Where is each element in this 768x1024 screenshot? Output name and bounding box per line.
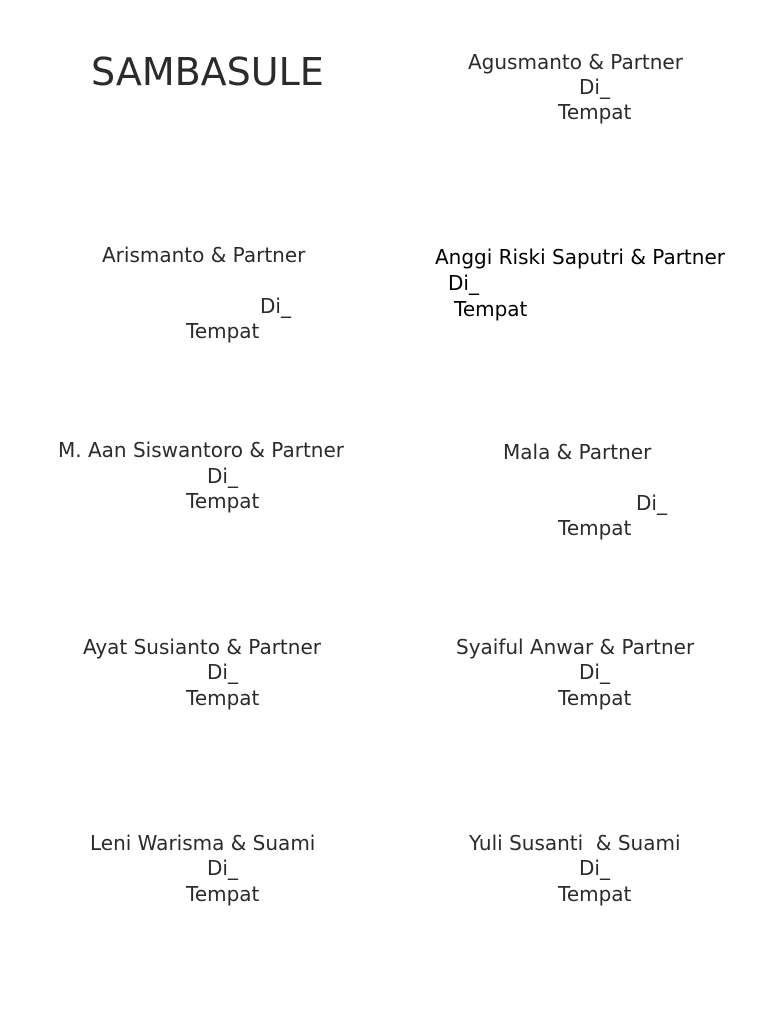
- tempat-line: Tempat: [186, 489, 260, 513]
- tempat-line: Tempat: [454, 297, 528, 321]
- recipient-name: Leni Warisma & Suami: [90, 831, 316, 855]
- recipient-name: Ayat Susianto & Partner: [83, 635, 321, 659]
- tempat-line: Tempat: [558, 686, 632, 710]
- recipient-name: Arismanto & Partner: [102, 243, 306, 267]
- recipient-name: Mala & Partner: [503, 440, 652, 464]
- di-line: Di_: [448, 271, 479, 295]
- di-line: Di_: [207, 856, 238, 880]
- recipient-name: Agusmanto & Partner: [468, 50, 683, 74]
- tempat-line: Tempat: [558, 100, 632, 124]
- recipient-name: Syaiful Anwar & Partner: [456, 635, 695, 659]
- page-title: SAMBASULE: [91, 50, 324, 94]
- di-line: Di_: [579, 75, 610, 99]
- recipient-name: Anggi Riski Saputri & Partner: [435, 245, 725, 269]
- tempat-line: Tempat: [186, 686, 260, 710]
- di-line: Di_: [636, 491, 667, 515]
- di-line: Di_: [579, 660, 610, 684]
- recipient-name: M. Aan Siswantoro & Partner: [58, 438, 344, 462]
- recipient-name: Yuli Susanti & Suami: [469, 831, 681, 855]
- tempat-line: Tempat: [558, 516, 632, 540]
- di-line: Di_: [207, 464, 238, 488]
- di-line: Di_: [207, 660, 238, 684]
- di-line: Di_: [260, 294, 291, 318]
- tempat-line: Tempat: [186, 882, 260, 906]
- tempat-line: Tempat: [558, 882, 632, 906]
- di-line: Di_: [579, 856, 610, 880]
- tempat-line: Tempat: [186, 319, 260, 343]
